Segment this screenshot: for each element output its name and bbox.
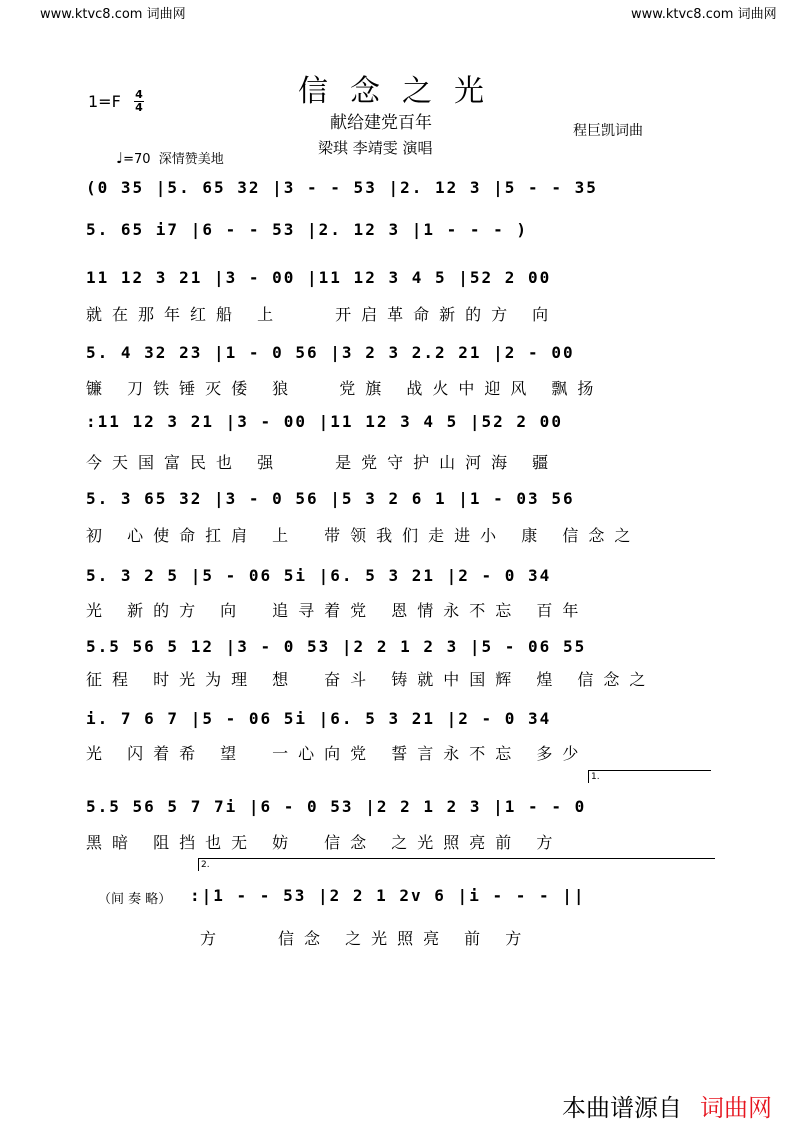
source-label: 本曲谱源自 <box>562 1094 682 1122</box>
score-row: 5. 65 i7 |6 - - 53 |2. 12 3 |1 - - - ) <box>86 220 529 239</box>
tempo-expression: 深情赞美地 <box>158 152 224 167</box>
source-footer <box>562 1088 772 1123</box>
score-row: 5. 4 32 23 |1 - 0 56 |3 2 3 2.2 21 |2 - 00 <box>86 343 575 362</box>
time-sig-top: 4 <box>135 88 143 101</box>
lyrics-line: 光 新的方 向 追寻着党 恩情永不忘 百年 <box>86 601 589 620</box>
first-ending-bracket: 1. <box>588 770 711 783</box>
lyrics-line: 初 心使命扛肩 上 带领我们走进小 康 信念之 <box>86 526 641 545</box>
score-row: 5. 3 65 32 |3 - 0 56 |5 3 2 6 1 |1 - 03 56 <box>86 489 575 508</box>
lyrics-line: 镰 刀铁锤灭倭 狼 党旗 战火中迎风 飘扬 <box>86 379 604 398</box>
lyrics-line: 今天国富民也 强 是党守护山河海 疆 <box>86 453 559 472</box>
singers: 梁琪 李靖雯 演唱 <box>318 139 433 157</box>
lyrics-line: 就在那年红船 上 开启革命新的方 向 <box>86 305 559 324</box>
tempo-marking <box>116 148 224 167</box>
key-signature: 1=F <box>88 92 121 111</box>
lyrics-line: 方 信念 之光照亮 前 方 <box>200 929 532 948</box>
watermark-left: www.ktvc8.com 词曲网 <box>40 7 186 22</box>
score-row: :|1 - - 53 |2 2 1 2v 6 |i - - - || <box>190 886 586 905</box>
lyrics-line: 黑暗 阻挡也无 妨 信念 之光照亮前 方 <box>86 833 563 852</box>
tempo-value: =70 <box>123 152 151 167</box>
score-row: i. 7 6 7 |5 - 06 5i |6. 5 3 21 |2 - 0 34 <box>86 709 552 728</box>
composer: 程巨凯词曲 <box>573 123 643 139</box>
score-row: 11 12 3 21 |3 - 00 |11 12 3 4 5 |52 2 00 <box>86 268 552 287</box>
lyrics-line: 征程 时光为理 想 奋斗 铸就中国辉 煌 信念之 <box>86 670 656 689</box>
time-sig-bottom: 4 <box>135 101 143 114</box>
interlude-note: （间 奏 略） <box>98 892 172 907</box>
song-subtitle: 献给建党百年 <box>330 113 432 133</box>
site-logo[interactable]: 词曲网 <box>700 1094 772 1122</box>
score-row: (0 35 |5. 65 32 |3 - - 53 |2. 12 3 |5 - - 35 <box>86 178 598 197</box>
score-row: :11 12 3 21 |3 - 00 |11 12 3 4 5 |52 2 00 <box>86 412 563 431</box>
watermark-right: www.ktvc8.com 词曲网 <box>631 7 777 22</box>
lyrics-line: 光 闪着希 望 一心向党 誓言永不忘 多少 <box>86 744 589 763</box>
song-title: 信念之光 <box>298 74 506 109</box>
score-row: 5.5 56 5 7 7i |6 - 0 53 |2 2 1 2 3 |1 - - 0 <box>86 797 587 816</box>
second-ending-bracket: 2. <box>198 858 715 871</box>
quarter-note-icon: ♩ <box>116 149 124 167</box>
score-row: 5. 3 2 5 |5 - 06 5i |6. 5 3 21 |2 - 0 34 <box>86 566 552 585</box>
score-row: 5.5 56 5 12 |3 - 0 53 |2 2 1 2 3 |5 - 06 55 <box>86 637 587 656</box>
time-signature <box>134 90 144 113</box>
